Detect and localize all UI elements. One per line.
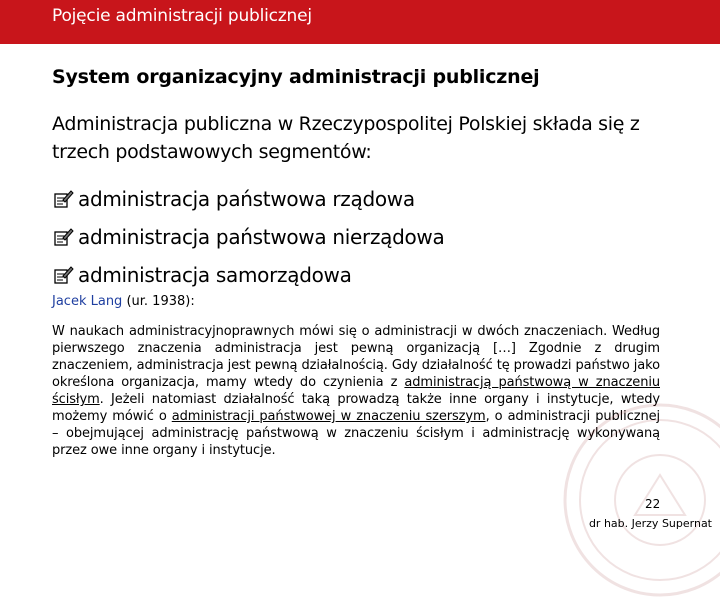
notepad-pencil-icon: [52, 188, 74, 210]
list-item: [52, 256, 444, 294]
page-number: 22: [645, 497, 661, 511]
author-name: Jacek Lang: [52, 294, 123, 309]
slide-heading: System organizacyjny administracji publicznej: [52, 66, 540, 88]
intro-paragraph: Administracja publiczna w Rzeczypospolitej Polskiej składa się z trzech podstawowych segmentów:: [52, 113, 640, 163]
quote-text: , o administracji publicznej – obejmującej administrację państwową w znaczeniu ścisłym i administrację wykonywaną przez owe inne organy i instytucje.: [52, 409, 661, 458]
quote-underlined-term: administracji państwowej w znaczeniu szerszym: [171, 409, 486, 424]
list-item: [52, 180, 444, 218]
segment-list: [52, 180, 444, 294]
notepad-pencil-icon: [52, 264, 74, 286]
footer-author: dr hab. Jerzy Supernat: [588, 517, 712, 530]
author-year: (ur. 1938):: [126, 294, 195, 309]
bullet-text: administracja państwowa rządowa: [78, 187, 415, 211]
author-citation: [52, 294, 195, 309]
header-title: Pojęcie administracji publicznej: [52, 6, 312, 26]
bullet-text: administracja państwowa nierządowa: [78, 225, 445, 249]
quote-text: W naukach administracyjnoprawnych mówi się o administracji w dwóch znaczeniach. Według pierwszego znaczenia administracja jest pewną organizacją […] Zgodnie z drugim znaczeniem, administracja jest pewną działalnością. Gdy działalność tę prowadzi państwo jako określona organizacja, mamy wtedy do czynienia z: [52, 324, 660, 390]
university-seal-watermark: [560, 400, 720, 600]
quote-text: . Jeżeli natomiast działalność taką prowadzą także inne organy i instytucje, wtedy możemy mówić o: [52, 392, 660, 424]
list-item: [52, 218, 444, 256]
bullet-text: administracja samorządowa: [78, 263, 352, 287]
notepad-pencil-icon: [52, 226, 74, 248]
header-bar: [0, 0, 720, 44]
quote-underlined-term: administracją państwową w znaczeniu ścisłym: [52, 375, 660, 407]
